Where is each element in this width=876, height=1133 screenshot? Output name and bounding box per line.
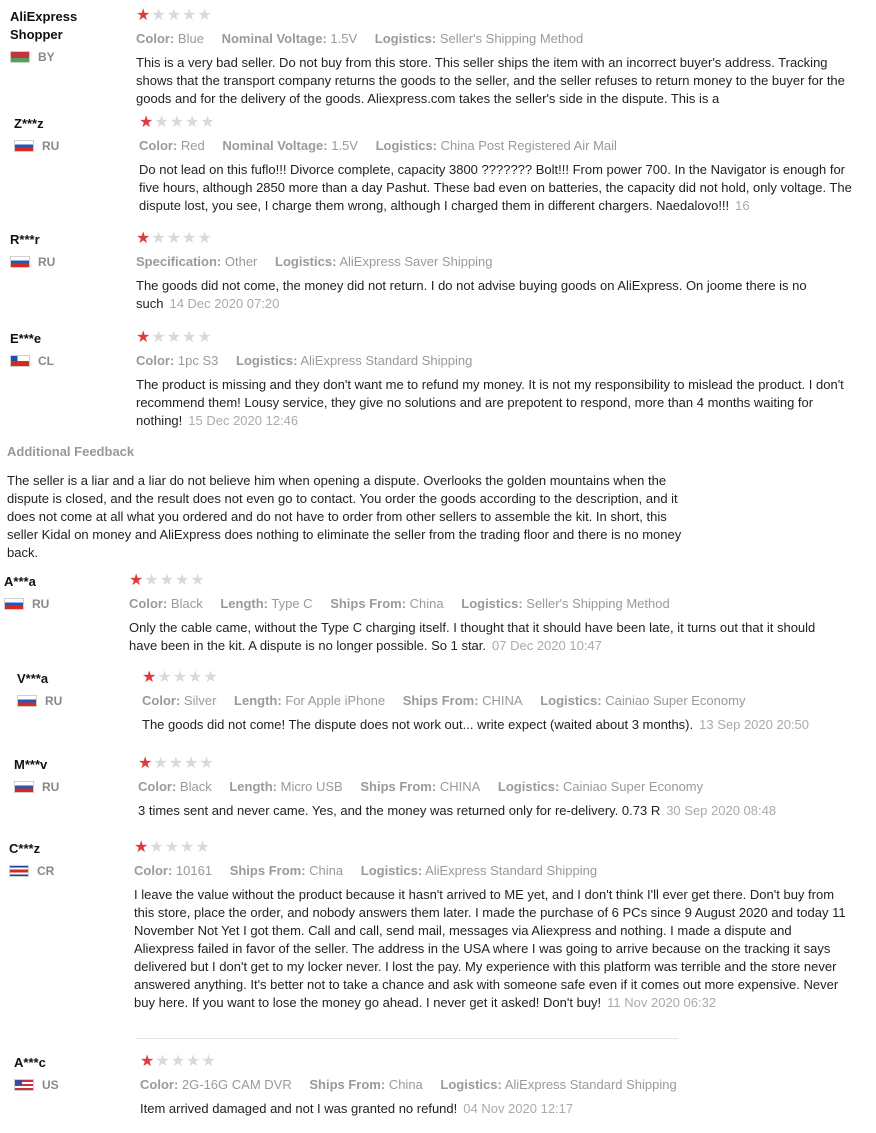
star-rating [136, 231, 854, 247]
attr-value: For Apple iPhone [285, 693, 386, 708]
star-filled-icon: ★ [142, 669, 158, 686]
star-empty-icon: ★ [175, 572, 191, 589]
reviewer-name: R***r [10, 232, 40, 247]
review-text [136, 277, 854, 313]
star-filled-icon: ★ [129, 572, 145, 589]
attr-label: Logistics: [440, 1077, 502, 1092]
flag-ru-icon [10, 256, 30, 268]
attr-value: China [309, 863, 344, 878]
attr-label: Specification: [136, 254, 222, 269]
attr-value: 1.5V [330, 31, 358, 46]
attr-value: 10161 [175, 863, 213, 878]
review-text [134, 886, 852, 1012]
star-filled-icon: ★ [140, 1053, 156, 1070]
attr-label: Nominal Voltage: [222, 138, 328, 153]
attr-value: China [388, 1077, 423, 1092]
review-content [136, 330, 854, 430]
star-empty-icon: ★ [185, 114, 201, 131]
star-filled-icon: ★ [136, 230, 152, 247]
reviewer-country [14, 780, 134, 794]
star-rating [136, 8, 854, 24]
attr-label: Logistics: [360, 863, 423, 878]
reviewer-name: E***e [10, 331, 42, 346]
star-empty-icon: ★ [195, 839, 211, 856]
review-body: The product is missing and they don't want me to refund my money. It is not my responsibility to mislead the product. I don't recommend them! Lousy service, they give no solutions and are prepotent to respond, more than 4 months waiting for nothing! [136, 377, 844, 428]
review-content [138, 756, 856, 820]
review-date: 30 Sep 2020 08:48 [666, 803, 777, 818]
attr-label: Logistics: [236, 353, 298, 368]
attr-label: Logistics: [375, 138, 438, 153]
country-code: CL [38, 354, 54, 368]
star-empty-icon: ★ [203, 669, 219, 686]
star-filled-icon: ★ [134, 839, 150, 856]
attr-value: 2G-16G CAM DVR [181, 1077, 292, 1092]
attr-value: CHINA [482, 693, 523, 708]
review-date: 11 Nov 2020 06:32 [607, 995, 717, 1010]
attr-value: AliExpress Standard Shipping [425, 863, 598, 878]
review-date: 04 Nov 2020 12:17 [463, 1101, 574, 1116]
attr-value: Type C [271, 596, 313, 611]
star-filled-icon: ★ [138, 755, 154, 772]
attr-label: Color: [134, 863, 173, 878]
review-body: This is a very bad seller. Do not buy from this store. This seller ships the item with an incorrect buyer's address. Tracking shows that the transport company returns the goods to the seller, and the seller refuses to return money to the buyer for the goods and for the delivery of the goods. Aliexpress.com takes the seller's side in the dispute. This is a [136, 55, 845, 106]
review-text [136, 54, 854, 108]
attr-label: Length: [234, 693, 282, 708]
reviewer-info [14, 115, 134, 153]
attr-label: Color: [129, 596, 168, 611]
star-empty-icon: ★ [200, 114, 216, 131]
reviewer-info [9, 840, 129, 878]
flag-ru-icon [14, 781, 34, 793]
star-empty-icon: ★ [169, 114, 186, 131]
star-empty-icon: ★ [157, 669, 173, 686]
attr-value: China Post Registered Air Mail [440, 138, 617, 153]
review-attributes [136, 253, 854, 271]
reviewer-name: V***a [17, 671, 49, 686]
attr-value: CHINA [439, 779, 481, 794]
star-filled-icon: ★ [139, 114, 155, 131]
review-content [136, 231, 854, 313]
star-empty-icon: ★ [197, 7, 213, 24]
country-code: RU [42, 139, 60, 153]
attr-label: Ships From: [330, 596, 407, 611]
review-attributes [129, 595, 847, 613]
attr-value: Silver [183, 693, 217, 708]
country-code: RU [32, 597, 50, 611]
reviewer-info [10, 231, 130, 269]
review-attributes [138, 778, 856, 796]
star-empty-icon: ★ [166, 230, 183, 247]
star-empty-icon: ★ [164, 839, 181, 856]
review-content [142, 670, 860, 734]
additional-feedback-title: Additional Feedback [7, 444, 135, 459]
review-content [134, 840, 852, 1012]
country-code: BY [38, 50, 55, 64]
star-empty-icon: ★ [172, 669, 189, 686]
attr-label: Color: [139, 138, 178, 153]
additional-feedback-text: The seller is a liar and a liar do not believe him when opening a dispute. Overlooks the golden mountains when the dispute is closed, and the result does not even go to contact. You order the goods according to the description, and it does not come at all what you ordered and do not have to order from other sellers to assemble the kit. In short, this seller Kidal on money and AliExpress does nothing to eliminate the seller from the trading floor and there is no money back. [7, 473, 682, 560]
star-empty-icon: ★ [188, 669, 204, 686]
review-attributes [134, 862, 852, 880]
star-empty-icon: ★ [182, 329, 198, 346]
review-content [139, 115, 857, 215]
attr-value: Seller's Shipping Method [526, 596, 670, 611]
attr-label: Ships From: [360, 779, 437, 794]
flag-ru-icon [14, 140, 34, 152]
review-date: 14 Dec 2020 07:20 [169, 296, 280, 311]
star-empty-icon: ★ [153, 755, 169, 772]
flag-cr-icon [9, 865, 29, 877]
attr-value: Cainiao Super Economy [562, 779, 704, 794]
star-rating [134, 840, 852, 856]
flag-ru-icon [17, 695, 37, 707]
review-text [140, 1100, 858, 1118]
review-date: 16 [735, 198, 750, 213]
attr-value: China [409, 596, 444, 611]
review-attributes [140, 1076, 858, 1094]
reviewer-country [14, 139, 134, 153]
review-body: The goods did not come! The dispute does not work out... write expect (waited about 3 months). [142, 717, 694, 732]
attr-value: Other [224, 254, 258, 269]
review-attributes [136, 352, 854, 370]
reviewer-info [10, 8, 130, 64]
attr-value: Micro USB [280, 779, 343, 794]
review-body: Do not lead on this fuflo!!! Divorce complete, capacity 3800 ??????? Bolt!!! From power 700. In the Navigator is enough for five hours, although 2850 more than a day Pashut. These bad even on batteries, the capacity did not hold, only voltage. The dispute lost, you see, I charge them wrong, although I charged them in different chargers. Naedalovo!!! [139, 162, 852, 213]
attr-value: Blue [177, 31, 204, 46]
review-body: I leave the value without the product because it hasn't arrived to ME yet, and I don't think I'll ever get there. Don't buy from this store, place the order, and nobody answers them later. I made the purchase of 6 PCs since 9 August 2020 and today 11 November Not Yet I got them. Call and call, send mail, messages via Aliexpress and nothing. I made a dispute and Aliexpress failed in favor of the seller. The address in the USA where I was going to arrive because on the tracking it says delivered but I don't get to my locker never. I lost the pay. My experience with this platform was terrible and the store never answered anything. It's better not to take a chance and ask with someone safe even if it comes out more expensive. Never buy here. If you want to lose the money go ahead. I never get it asked! Don't buy! [134, 887, 846, 1010]
attr-label: Color: [136, 353, 175, 368]
attr-label: Color: [136, 31, 175, 46]
star-empty-icon: ★ [144, 572, 160, 589]
attr-value: 1.5V [331, 138, 358, 153]
star-empty-icon: ★ [166, 7, 183, 24]
attr-label: Nominal Voltage: [221, 31, 327, 46]
reviewer-info [10, 330, 130, 368]
attr-label: Color: [138, 779, 177, 794]
divider [136, 1038, 678, 1039]
review-body: Only the cable came, without the Type C charging itself. I thought that it should have been late, it turns out that it should have been in the kit. A dispute is no longer possible. So 1 star. [129, 620, 816, 653]
star-rating [136, 330, 854, 346]
star-empty-icon: ★ [151, 230, 167, 247]
star-empty-icon: ★ [201, 1053, 217, 1070]
star-rating [138, 756, 856, 772]
review-text [136, 376, 854, 430]
star-empty-icon: ★ [197, 230, 213, 247]
review-content [136, 8, 854, 108]
attr-label: Logistics: [461, 596, 523, 611]
reviewer-country [10, 50, 130, 64]
reviewer-name: Z***z [14, 116, 44, 131]
star-empty-icon: ★ [149, 839, 165, 856]
review-date: 07 Dec 2020 10:47 [492, 638, 602, 653]
reviewer-country [9, 864, 129, 878]
star-rating [142, 670, 860, 686]
flag-ru-icon [4, 598, 24, 610]
review-attributes [139, 137, 857, 155]
review-body: The goods did not come, the money did not return. I do not advise buying goods on AliExpress. On joome there is no such [136, 278, 807, 311]
review-attributes [142, 692, 860, 710]
attr-value: AliExpress Standard Shipping [504, 1077, 677, 1092]
review-attributes [136, 30, 854, 48]
reviewer-info [4, 573, 124, 611]
country-code: CR [37, 864, 55, 878]
country-code: RU [38, 255, 56, 269]
star-empty-icon: ★ [180, 839, 196, 856]
star-empty-icon: ★ [151, 7, 167, 24]
reviewer-name: C***z [9, 841, 41, 856]
star-empty-icon: ★ [151, 329, 167, 346]
star-empty-icon: ★ [154, 114, 170, 131]
attr-value: Black [170, 596, 203, 611]
star-rating [129, 573, 847, 589]
attr-value: Red [180, 138, 205, 153]
review-text [138, 802, 856, 820]
review-text [142, 716, 860, 734]
star-empty-icon: ★ [197, 329, 213, 346]
attr-value: Cainiao Super Economy [605, 693, 746, 708]
star-empty-icon: ★ [182, 7, 198, 24]
flag-by-icon [10, 51, 30, 63]
star-empty-icon: ★ [182, 230, 198, 247]
country-code: US [42, 1078, 59, 1092]
attr-label: Ships From: [402, 693, 479, 708]
review-content [140, 1054, 858, 1118]
attr-value: Seller's Shipping Method [439, 31, 584, 46]
attr-label: Logistics: [275, 254, 337, 269]
star-rating [140, 1054, 858, 1070]
review-date: 15 Dec 2020 12:46 [188, 413, 299, 428]
attr-label: Logistics: [374, 31, 437, 46]
review-body: 3 times sent and never came. Yes, and the money was returned only for re-delivery. 0.73 R [138, 803, 661, 818]
attr-label: Ships From: [309, 1077, 386, 1092]
star-filled-icon: ★ [136, 7, 152, 24]
attr-value: Black [179, 779, 212, 794]
attr-value: AliExpress Saver Shipping [339, 254, 493, 269]
reviewer-name: A***c [14, 1055, 46, 1070]
star-empty-icon: ★ [166, 329, 183, 346]
star-empty-icon: ★ [159, 572, 176, 589]
attr-label: Logistics: [540, 693, 602, 708]
reviewer-name: A***a [4, 574, 36, 589]
attr-label: Color: [142, 693, 181, 708]
attr-label: Ships From: [229, 863, 306, 878]
star-rating [139, 115, 857, 131]
star-empty-icon: ★ [155, 1053, 171, 1070]
star-empty-icon: ★ [186, 1053, 202, 1070]
attr-label: Length: [229, 779, 277, 794]
star-empty-icon: ★ [190, 572, 206, 589]
attr-label: Length: [220, 596, 268, 611]
reviewer-country [4, 597, 124, 611]
reviewer-info [14, 1054, 134, 1092]
star-empty-icon: ★ [170, 1053, 187, 1070]
attr-value: AliExpress Standard Shipping [300, 353, 473, 368]
reviewer-country [14, 1078, 134, 1092]
review-text [129, 619, 847, 655]
reviewer-info [17, 670, 137, 708]
flag-cl-icon [10, 355, 30, 367]
attr-label: Color: [140, 1077, 179, 1092]
flag-us-icon [14, 1079, 34, 1091]
star-empty-icon: ★ [199, 755, 215, 772]
reviewer-country [10, 255, 130, 269]
review-body: Item arrived damaged and not I was granted no refund! [140, 1101, 458, 1116]
reviewer-name: M***v [14, 757, 48, 772]
star-filled-icon: ★ [136, 329, 152, 346]
country-code: RU [45, 694, 63, 708]
review-text [139, 161, 857, 215]
reviewer-country [10, 354, 130, 368]
star-empty-icon: ★ [168, 755, 185, 772]
star-empty-icon: ★ [184, 755, 200, 772]
reviewer-name: AliExpress Shopper [10, 9, 78, 42]
reviewer-info [14, 756, 134, 794]
country-code: RU [42, 780, 60, 794]
review-date: 13 Sep 2020 20:50 [699, 717, 810, 732]
review-content [129, 573, 847, 655]
attr-label: Logistics: [497, 779, 560, 794]
attr-value: 1pc S3 [177, 353, 219, 368]
reviewer-country [17, 694, 137, 708]
